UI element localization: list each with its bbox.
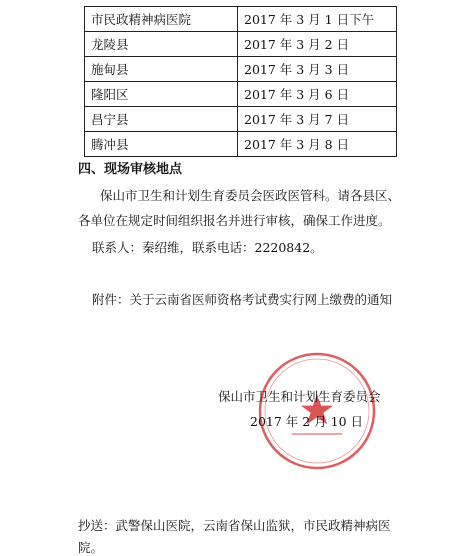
paragraph-line: 保山市卫生和计划生育委员会医政医管科。请各县区、: [100, 188, 401, 203]
section-heading: 四、现场审核地点: [78, 162, 183, 177]
table-row: [85, 132, 397, 157]
table-row: [85, 57, 397, 82]
contact-line: 联系人：秦绍维，联系电话：2220842。: [92, 240, 323, 255]
unit-cell: 昌宁县: [85, 107, 238, 132]
cc-line: 院。: [78, 540, 104, 555]
unit-cell: 龙陵县: [85, 32, 238, 57]
table-row: [85, 82, 397, 107]
table-row: [85, 32, 397, 57]
date-cell: 2017 年 3 月 1 日下午: [238, 7, 397, 32]
attachment-line: 附件：关于云南省医师资格考试费实行网上缴费的通知: [92, 292, 393, 307]
date-cell: 2017 年 3 月 7 日: [238, 107, 397, 132]
date-cell: 2017 年 3 月 3 日: [238, 57, 397, 82]
schedule-table: [84, 6, 397, 157]
unit-cell: 施甸县: [85, 57, 238, 82]
unit-cell: 腾冲县: [85, 132, 238, 157]
date-cell: 2017 年 3 月 8 日: [238, 132, 397, 157]
table-row: [85, 107, 397, 132]
official-seal-icon: [256, 350, 378, 472]
paragraph-line: 各单位在规定时间组织报名并进行审核，确保工作进度。: [78, 213, 391, 228]
unit-cell: 隆阳区: [85, 82, 238, 107]
issue-date: 2017 年 2 月 10 日: [250, 414, 364, 429]
date-cell: 2017 年 3 月 2 日: [238, 32, 397, 57]
date-cell: 2017 年 3 月 6 日: [238, 82, 397, 107]
table-row: [85, 7, 397, 32]
unit-cell: 市民政精神病医院: [85, 7, 238, 32]
issuer-name: 保山市卫生和计划生育委员会: [218, 389, 381, 404]
cc-line: 抄送：武警保山医院，云南省保山监狱，市民政精神病医: [78, 518, 391, 533]
